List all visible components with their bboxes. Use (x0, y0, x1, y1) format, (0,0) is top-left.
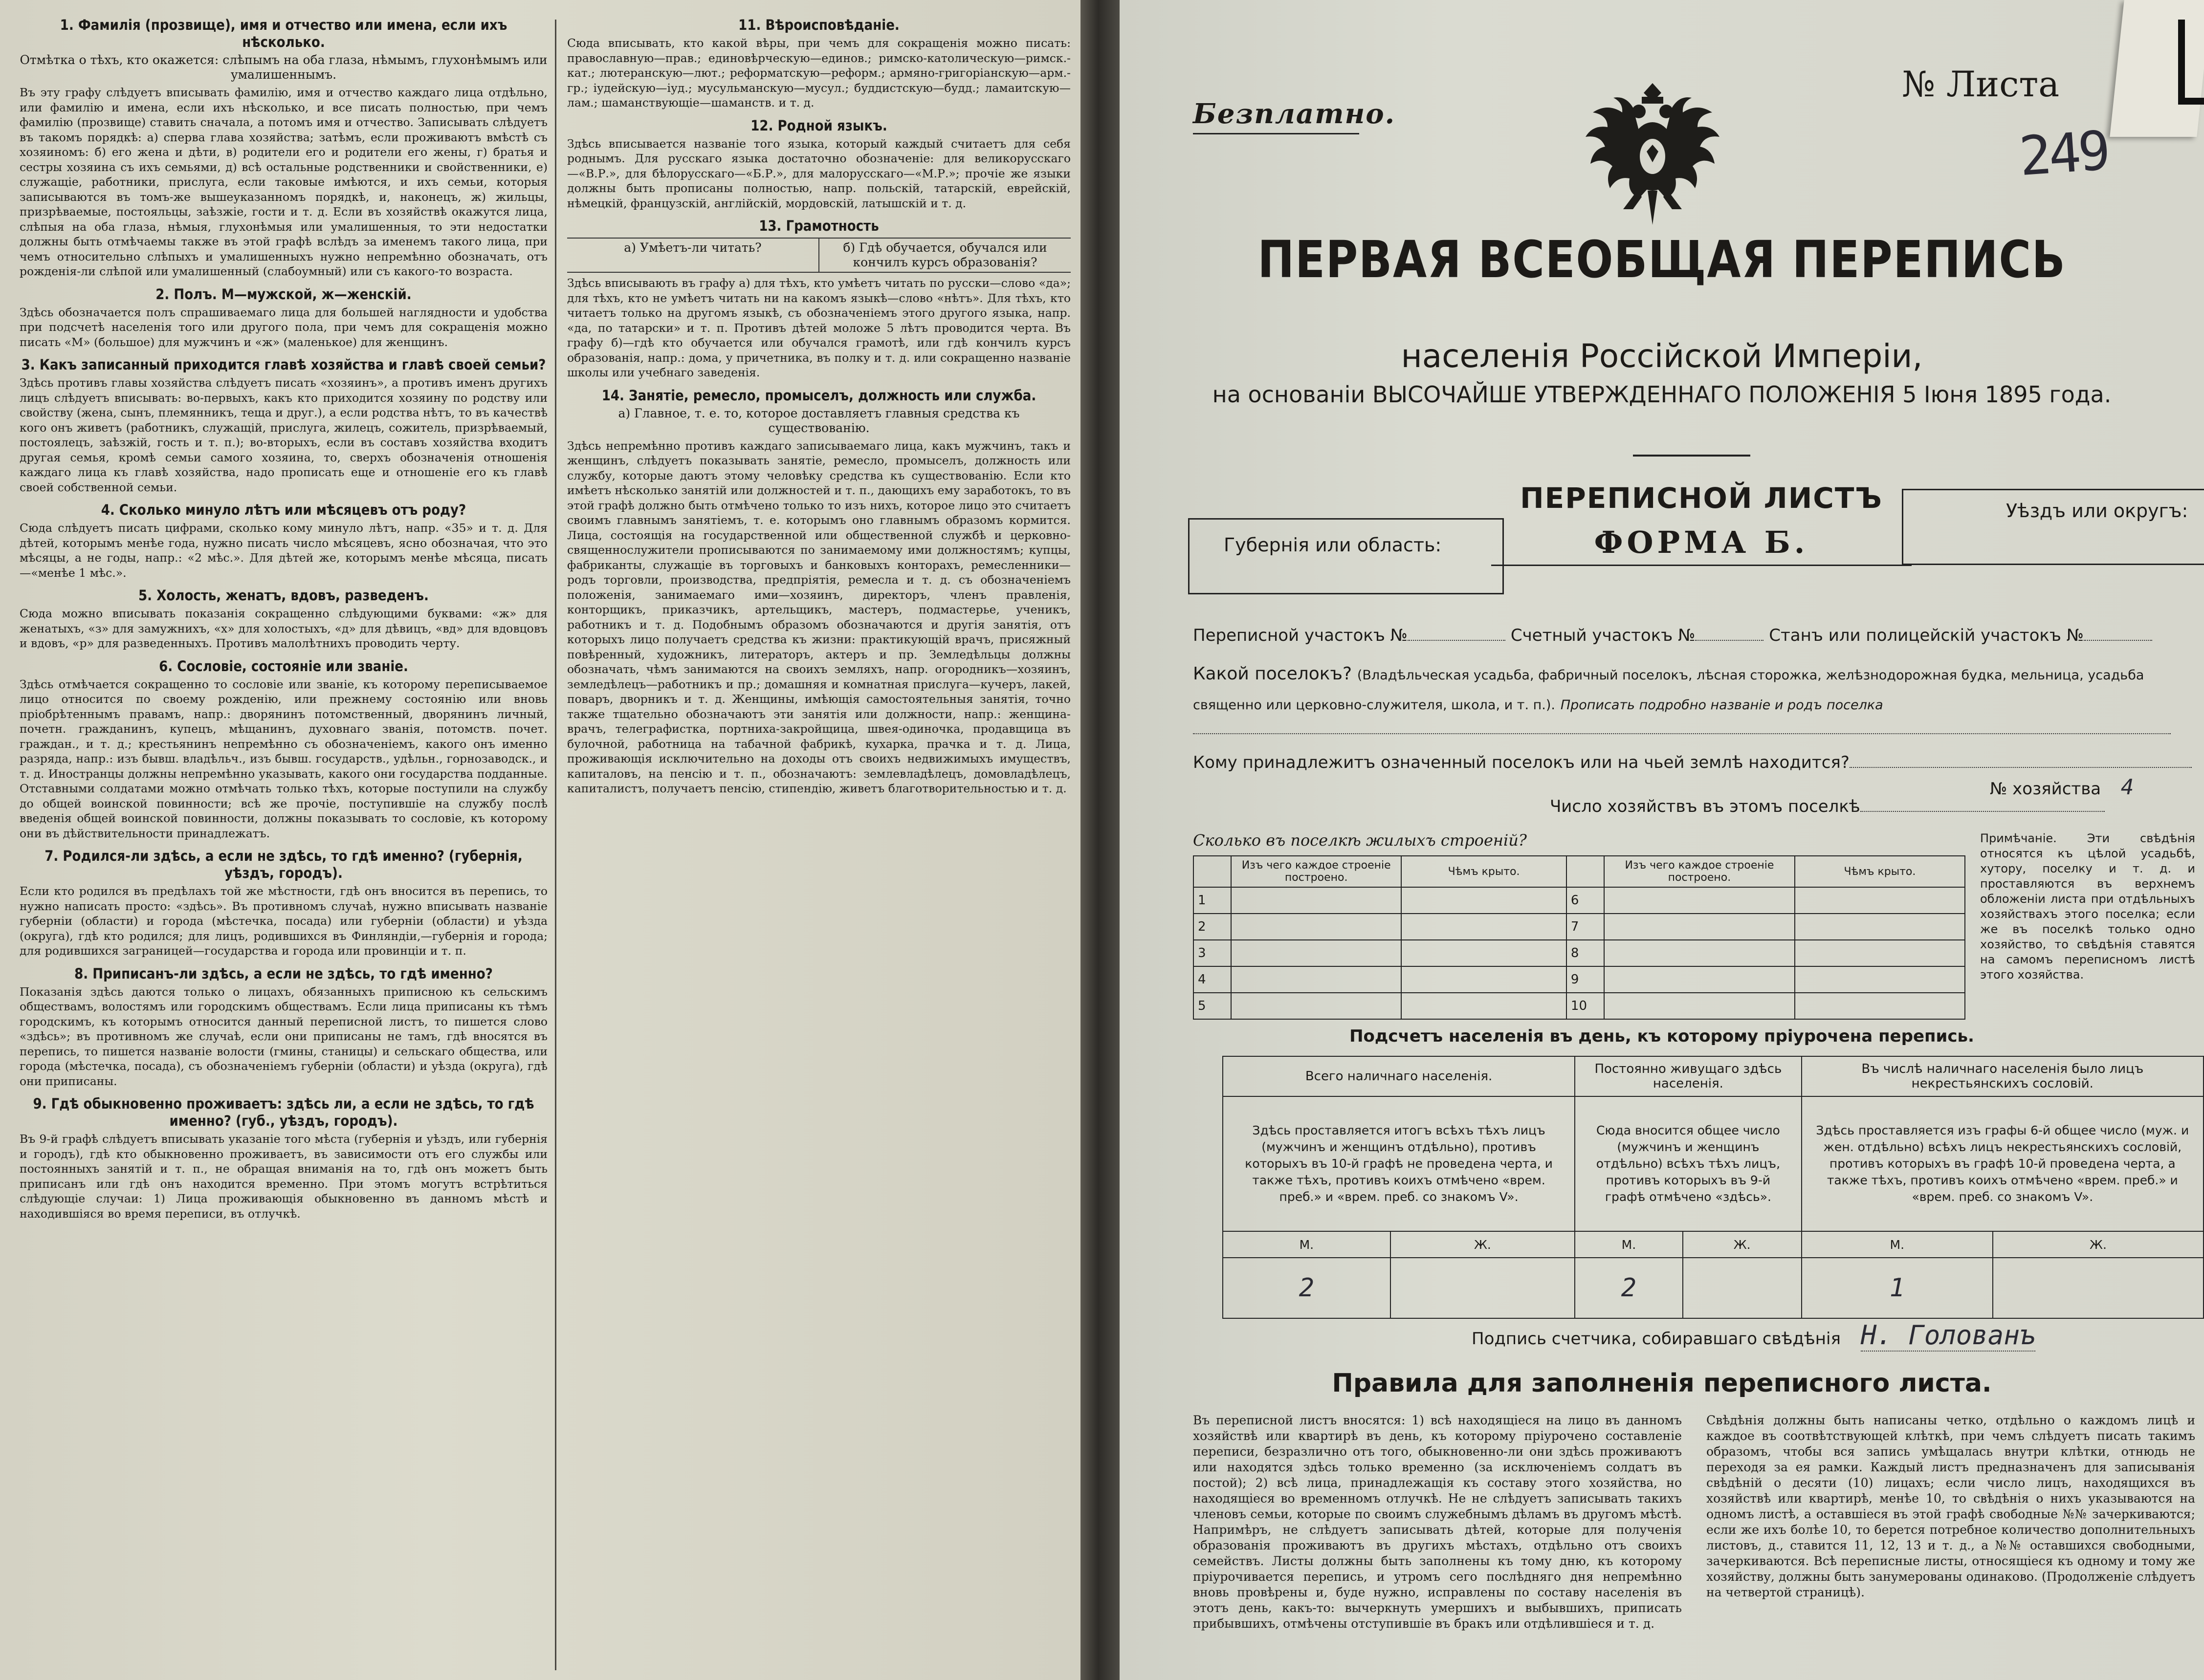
podschet-col-text: Здѣсь проставляется итогъ всѣхъ тѣхъ лицъ (мужчинъ и женщинъ отдѣльно), противъ которыхъ въ 10-й графѣ не проведена черта, и также тѣхъ, противъ коихъ отмѣчено «врем. преб.» и «врем. преб. со знакомъ V». (1223, 1096, 1575, 1231)
female-count[interactable] (1390, 1258, 1575, 1318)
female-count[interactable] (1993, 1258, 2204, 1318)
instruction-subtitle: а) Главное, т. е. то, которое доставляетъ главныя средства къ существованію. (618, 406, 1020, 435)
khozyaistvo-number[interactable] (1990, 775, 2134, 800)
stroe-row-number: 5 (1193, 993, 1231, 1019)
female-label: Ж. (1683, 1231, 1802, 1258)
heading-underline (1491, 565, 1912, 566)
male-label: М. (1223, 1231, 1390, 1258)
instruction-title: 7. Родился-ли здѣсь, а если не здѣсь, то гдѣ именно? (губернія, уѣздъ, городъ). (44, 848, 523, 881)
stroe-cell[interactable] (1401, 887, 1566, 914)
stroe-cell[interactable] (1401, 914, 1566, 940)
literacy-question: б) Гдѣ обучается, обучался или кончилъ курсъ образованія? (818, 239, 1071, 272)
instruction-title: 5. Холость, женатъ, вдовъ, разведенъ. (138, 587, 429, 604)
male-count[interactable]: 1 (1802, 1258, 1993, 1318)
column-divider (555, 20, 556, 1670)
title-divider (1633, 455, 1750, 457)
chislo-khozyaistv-label: Число хозяйствъ въ этомъ поселкѣ (1550, 797, 1860, 816)
stroe-cell[interactable] (1604, 940, 1795, 966)
instruction-body: Сюда вписывать, кто какой вѣры, при чемъ для сокращенія можно писать: православную—прав.; единовѣрческую—единов.; римско-католическую—римск.-кат.; лютеранскую—лют.; реформатскую—реформ.; армяно-григоріанскую—арм.-гр.; іудейскую—іуд.; мусульманскую—мусул.; буддистскую—будд.; ламаитскую—лам.; шаманствующіе—шаманств. и т. д. (567, 36, 1071, 109)
instruction-title: 2. Полъ. М—мужской, ж—женскій. (155, 285, 412, 303)
uezd-label: Уѣздъ или округъ: (2006, 500, 2188, 522)
literacy-question: а) Умѣетъ-ли читать? (624, 240, 762, 255)
stroe-cell[interactable] (1401, 993, 1566, 1019)
sheet-number-handwritten: 249 (2017, 119, 2110, 188)
male-count[interactable]: 2 (1223, 1258, 1390, 1318)
instruction-body: Здѣсь противъ главы хозяйства слѣдуетъ писать «хозяинъ», а противъ именъ другихъ лицъ слѣдуетъ вписывать: во-первыхъ, какъ кто приходится хозяину по родству или свойству (жена, сынъ, племянникъ, теща и друг.), а если родства нѣтъ, то въ качествѣ кого онъ живетъ (работникъ, служащій, прислуга, жилецъ, сожитель, призрѣваемый, постоялецъ, заѣзжій, гость и т. п.); во-вторыхъ, если въ составъ хозяйства входитъ другая семья, кромѣ семьи самого хозяина, то, сверхъ обозначенія отношенія каждаго лица къ главѣ хозяйства, надо прописать еще и отношеніе его къ главѣ своей собственной семьи. (20, 376, 548, 494)
form-heading-title: ПЕРЕПИСНОЙ ЛИСТЪ (1520, 481, 1883, 515)
left-page-instructions (0, 0, 1080, 1680)
stroe-row-number: 2 (1193, 914, 1231, 940)
komu-line[interactable] (1193, 753, 2192, 772)
stroeniya-table (1193, 855, 1965, 1020)
male-label: М. (1575, 1231, 1683, 1258)
instruction-section-12 (567, 117, 1071, 211)
chislo-khozyaistv-line[interactable] (1550, 797, 2105, 816)
khozyaistvo-value: 4 (2120, 775, 2134, 800)
uezd-field[interactable] (1902, 489, 2204, 565)
instruction-section-6 (20, 658, 548, 841)
stroe-row (1193, 940, 1965, 966)
podschet-col-head: Въ числѣ наличнаго населенія было лицъ некрестьянскихъ сословій. (1802, 1056, 2204, 1096)
khozyaistvo-label: № хозяйства (1990, 779, 2101, 799)
komu-question: Кому принадлежитъ означенный поселокъ или на чьей землѣ находится? (1193, 753, 1850, 772)
instruction-title: 3. Какъ записанный приходится главѣ хозяйства и главѣ своей семьи? (21, 356, 546, 373)
stroe-cell[interactable] (1231, 966, 1401, 993)
instruction-section-3 (20, 356, 548, 495)
instruction-body: Показанія здѣсь даются только о лицахъ, обязанныхъ приписною къ сельскимъ обществамъ, волостямъ или городскимъ обществамъ. Если лица приписаны къ тѣмъ городскимъ, къ которымъ относится данный переписной листъ, то пишется слово «здѣсь»; въ противномъ же случаѣ, если они приписаны не тамъ, гдѣ вносятся въ перепись, то пишется названіе волости (гмины, станицы) и сельскаго общества, или города (мѣстечка, посада), съ обозначеніемъ губерніи (области) и уѣзда (округа), гдѣ они приписаны. (20, 984, 548, 1088)
corner-bracket-mark (2178, 20, 2204, 105)
stamp-underline (1193, 133, 1359, 134)
stroe-cell[interactable] (1795, 966, 1965, 993)
stroe-row-number: 7 (1566, 914, 1604, 940)
instruction-body: Сюда можно вписывать показанія сокращенно слѣдующими буквами: «ж» для женатыхъ, «з» для замужнихъ, «х» для холостыхъ, «д» для дѣвицъ, «вд» для вдовцовъ и вдовъ, «р» для разведенныхъ. Противъ малолѣтнихъ проводить черту. (20, 607, 548, 650)
stroe-row-number: 9 (1566, 966, 1604, 993)
poselok-question: Какой поселокъ? (1193, 664, 1352, 684)
instruction-section-7 (20, 848, 548, 959)
instruction-section-4 (20, 502, 548, 580)
instruction-title: 14. Занятіе, ремесло, промыселъ, должность или служба. (601, 387, 1036, 404)
instruction-section-11 (567, 17, 1071, 110)
instruction-section-5 (20, 587, 548, 651)
podschet-col-text: Сюда вносится общее число (мужчинъ и женщинъ отдѣльно) всѣхъ тѣхъ лицъ, противъ которыхъ въ 9-й графѣ отмѣчено «здѣсь». (1575, 1096, 1801, 1231)
stroe-row (1193, 966, 1965, 993)
guberniya-label: Губернія или область: (1224, 534, 1442, 556)
stroe-row-number: 10 (1566, 993, 1604, 1019)
instruction-title: 11. Вѣроисповѣданіе. (738, 17, 900, 33)
perepis-uchastok-line[interactable] (1193, 626, 2152, 645)
stroe-col-roof-2: Чѣмъ крыто. (1795, 856, 1965, 887)
instruction-section-9 (20, 1095, 548, 1221)
stroe-cell[interactable] (1795, 993, 1965, 1019)
stroe-col-roof: Чѣмъ крыто. (1401, 856, 1566, 887)
instruction-body: Здѣсь обозначается полъ спрашиваемаго лица для большей наглядности и удобства при подсчетѣ населенія того или другого пола, при чемъ для сокращенія можно писать «М» (большое) для мужчинъ и «ж» (маленькое) для женщинъ. (20, 305, 548, 349)
free-stamp: Безплатно. (1193, 98, 1396, 130)
podschet-col-head: Постоянно живущаго здѣсь населенія. (1575, 1056, 1801, 1096)
instruction-section-1 (20, 17, 548, 279)
form-heading (1491, 481, 1912, 560)
stroe-row-number: 4 (1193, 966, 1231, 993)
stroe-row (1193, 887, 1965, 914)
stroe-cell[interactable] (1795, 940, 1965, 966)
perepis-uchastok-label: Переписной участокъ № (1193, 626, 1408, 645)
instruction-body: Сюда слѣдуетъ писать цифрами, сколько кому минуло лѣтъ, напр. «35» и т. д. Для дѣтей, которымъ менѣе года, нужно писать число мѣсяцевъ, ясно обозначая, что это мѣсяцы, а не годы, напр.: «2 мѣс.». Для дѣтей же, которымъ менѣе мѣсяца, писать—«менѣе 1 мѣс.». (20, 521, 548, 580)
stroe-cell[interactable] (1604, 966, 1795, 993)
stroe-cell[interactable] (1401, 966, 1566, 993)
sheet-number-label: № Листа (1902, 64, 2060, 105)
census-decree-line: на основаніи ВЫСОЧАЙШЕ УТВЕРЖДЕННАГО ПОЛОЖЕНІЯ 5 Іюня 1895 года. (1212, 381, 2112, 408)
stroe-row (1193, 914, 1965, 940)
stroe-cell[interactable] (1604, 993, 1795, 1019)
instruction-title: 9. Гдѣ обыкновенно проживаетъ: здѣсь ли, а если не здѣсь, то гдѣ именно? (губ., уѣздъ, городъ). (33, 1095, 534, 1129)
rules-column-right: Свѣдѣнія должны быть написаны четко, отдѣльно о каждомъ лицѣ и каждое въ соотвѣтствующей клѣткѣ, при чемъ слѣдуетъ писать такимъ образомъ, чтобы вся запись умѣщалась внутри клѣтки, отнюдь не переходя за ея рамки. Каждый листъ предназначенъ для записыванія свѣдѣній о десяти (10) лицахъ; если число лицъ, находящихся въ хозяйствѣ или квартирѣ, менѣе 10, то свѣдѣнія о нихъ указываются на одномъ листѣ, а оставшіеся въ этой графѣ свободные №№ зачеркиваются; если же ихъ болѣе 10, то берется потребное количество дополнительныхъ листовъ, д., ставится 11, 12, 13 и т. д., а №№ оставшихся свободными, зачеркиваются. Всѣ переписные листы, относящіеся къ одному и тому же хозяйству, должны быть занумерованы одинаково. (Продолженіе слѣдуетъ на четвертой страницѣ). (1706, 1413, 2195, 1599)
instruction-body: Здѣсь вписывають въ графу а) для тѣхъ, кто умѣетъ читать по русски—слово «да»; для тѣхъ, кто не умѣетъ читать ни на какомъ языкѣ—слово «нѣтъ». Для тѣхъ, кто читаетъ только на другомъ языкѣ, съ обозначеніемъ этого другого языка, напр. «да, по татарски» и т. п. Противъ дѣтей моложе 5 лѣтъ проводится черта. Въ графу б)—гдѣ кто обучается или обучался грамотѣ, или гдѣ кончилъ курсъ образованія, напр.: дома, у причетника, въ полку и т. д. или сокращенно названіе школы или учебнаго заведенія. (567, 276, 1071, 379)
stroe-row-number: 6 (1566, 887, 1604, 914)
signature-label: Подпись счетчика, собиравшаго свѣдѣнія (1472, 1329, 1841, 1349)
instruction-title: 4. Сколько минуло лѣтъ или мѣсяцевъ отъ роду? (101, 502, 466, 518)
instruction-body: Въ 9-й графѣ слѣдуетъ вписывать указаніе того мѣста (губернія и уѣздъ, или губернія и городъ), гдѣ кто обыкновенно проживаетъ, въ зависимости отъ его службы или постоянныхъ занятій и т. п., не обращая вниманія на то, гдѣ онъ можетъ быть приписанъ или гдѣ онъ находится временно. При этомъ могутъ встрѣтиться слѣдующіе случаи: 1) Лица проживающія обыкновенно въ данномъ мѣстѣ и находившіяся во время переписи, въ отлучкѣ. (20, 1132, 548, 1221)
poselok-hint: (Владѣльческая усадьба, фабричный поселокъ, лѣсная сторожка, желѣзнодорожная будка, мельница, усадьба священно или церковно-служителя, школа, и т. п.). (1193, 668, 2144, 713)
instructions-column-right (567, 15, 1071, 1670)
instruction-title: 6. Сословіе, состояніе или званіе. (159, 657, 408, 675)
stroe-cell[interactable] (1604, 887, 1795, 914)
podschet-table (1222, 1056, 2204, 1319)
primechanie-note: Примѣчаніе. Эти свѣдѣнія относятся къ цѣлой усадьбѣ, хутору, поселку и т. д. и проставляются въ верхнемъ обложеніи листа при отдѣльныхъ хозяйствахъ этого поселка; если же въ поселкѣ только одно хозяйство, то свѣдѣнія ставятся на самомъ переписномъ листѣ этого хозяйства. (1980, 831, 2195, 982)
instruction-body: Здѣсь вписывается названіе того языка, который каждый считаетъ для себя роднымъ. Для русскаго языка достаточно обозначеніе: для великорусскаго—«В.Р.», для бѣлорусскаго—«Б.Р.», для малорусскаго—«М.Р.»; прочіе же языки должны быть прописаны полностью, напр. польскій, татарскій, еврейскій, нѣмецкій, французскій, англійскій, мордовскій, латышскій и т. д. (567, 136, 1071, 210)
instruction-body: Если кто родился въ предѣлахъ той же мѣстности, гдѣ онъ вносится въ перепись, то нужно написать просто: «здѣсь». Въ противномъ случаѣ, нужно вписывать названіе губерніи (области) и города (мѣстечка, посада) или губерніи (области) и уѣзда (округа), гдѣ кто родился; для лицъ, родившихся въ Финляндіи,—губернія и города; для родившихся заграницей—государства и города или провинціи и т. п. (20, 884, 548, 958)
imperial-eagle-icon (1579, 73, 1726, 249)
stroeniya-question: Сколько въ поселкѣ жилыхъ строеній? (1193, 831, 1527, 850)
female-count[interactable] (1683, 1258, 1802, 1318)
counter-signature: Н. Голованъ (1860, 1320, 2036, 1351)
census-title: ПЕРВАЯ ВСЕОБЩАЯ ПЕРЕПИСЬ (1257, 230, 2066, 289)
instruction-subtitle: Отмѣтка о тѣхъ, кто окажется: слѣпымъ на оба глаза, нѣмымъ, глухонѣмымъ или умалишеннымъ. (20, 53, 548, 82)
instruction-section-2 (20, 286, 548, 350)
instruction-section-13 (567, 218, 1071, 380)
stroe-cell[interactable] (1231, 993, 1401, 1019)
poselok-hint-italic: Прописать подробно названіе и родъ поселка (1560, 698, 1883, 713)
poselok-answer-line[interactable] (1193, 733, 2171, 734)
census-subtitle: населенія Россійской Имперіи, (1401, 337, 1923, 375)
stroe-cell[interactable] (1401, 940, 1566, 966)
stroe-cell[interactable] (1795, 887, 1965, 914)
guberniya-field[interactable] (1188, 518, 1504, 594)
instruction-body: Здѣсь непремѣнно противъ каждаго записываемаго лица, какъ мужчинъ, такъ и женщинъ, слѣдуетъ показывать занятіе, ремесло, промыселъ, должность или службу, которые даютъ этому человѣку средства къ существованію. Если кто имѣетъ нѣсколько занятій или должностей и т. п., дающихъ ему заработокъ, то въ этой графѣ должно быть отмѣчено только то изъ нихъ, которое лицо это считаетъ своимъ главнымъ занятіемъ, т. е. которымъ оно главнымъ образомъ кормится. Лица, состоящія на государственной или общественной службѣ и церковно-священнослужители прописываются по занимаемому ими должностямъ; купцы, фабриканты, служащіе въ торговыхъ и банковыхъ конторахъ, ремесленники—родъ торговли, производства, предпріятія, ремесла и т. д. съ обозначеніемъ положенія, занимаемаго ими—хозяинъ, директоръ, членъ правленія, конторщикъ, приказчикъ, артельщикъ, мастеръ, подмастерье, ученикъ, работникъ и т. д. Подобнымъ образомъ обозначаются и другія занятія, отъ которыхъ лицо получаетъ средства къ жизни: практикующій врачъ, присяжный повѣренный, художникъ, литераторъ, актеръ и пр. Земледѣльцы должны обозначать, чѣмъ занимаются на своихъ земляхъ, напр. огородникъ—хозяинъ, земледѣлецъ—работникъ и пр.; домашняя и комнатная прислуга—кучеръ, лакей, поваръ, дворникъ и т. д. Женщины, имѣющія самостоятельныя занятія, точно также тщательно обозначаютъ эти занятія или должности, напр.: женщина-врачъ, телеграфистка, портниха-закройщица, швея-одиночка, продавщица въ булочной, работница на табачной фабрикѣ, кухарка, прачка и т. д. Лица, проживающія исключительно на доходы отъ своихъ недвижимыхъ имуществъ, капиталовъ, на пенсію и т. п., обозначаютъ: землевладѣлецъ, домовладѣлецъ, капиталистъ, получаетъ пенсію, стипендію, живетъ благотворительностью и т. д. (567, 438, 1071, 795)
book-gutter (1080, 0, 1120, 1680)
stroe-cell[interactable] (1231, 887, 1401, 914)
signature-line[interactable] (1472, 1320, 2035, 1351)
instruction-section-14 (567, 387, 1071, 796)
stroe-row-number: 1 (1193, 887, 1231, 914)
literacy-question-box (567, 238, 1071, 273)
census-form-page (1120, 0, 2204, 1680)
instruction-title: 12. Родной языкъ. (750, 117, 887, 134)
instruction-body: Въ эту графу слѣдуетъ вписывать фамилію, имя и отчество каждаго лица отдѣльно, или фамилію и имена, если ихъ нѣсколько, и все писать полностью, при чемъ фамилію (прозвище) ставить сначала, а потомъ имя и отчество. Записывать слѣдуетъ въ такомъ порядкѣ: а) сперва глава хозяйства; затѣмъ, если проживаютъ вмѣстѣ съ хозяиномъ: б) его жена и дѣти, в) родители его и родители его жены, г) братья и сестры хозяина съ ихъ семьями, д) всѣ остальные родственники и свойственники, е) служащіе, работники, прислуга, если таковые имѣются, и ихъ семьи, которыя записываются въ томъ-же вышеуказанномъ порядкѣ, и, наконецъ, ж) жильцы, призрѣваемые, постояльцы, заѣзжіе, гости и т. д. Если въ хозяйствѣ окажутся лица, слѣпыя на оба глаза, нѣмыя, глухонѣмыя или умалишенныя, то эти недостатки должны быть отмѣчаемы также въ этой графѣ вслѣдъ за именемъ такого лица, при чемъ относительно слѣпыхъ и умалишенныхъ нужно непремѣнно обозначать, отъ рожденія-ли слѣпой или умалишенный (слабоумный) или съ какого-то возраста. (20, 86, 548, 278)
instruction-title: 8. Приписанъ-ли здѣсь, а если не здѣсь, то гдѣ именно? (74, 965, 493, 982)
stroe-col-material-2: Изъ чего каждое строеніе построено. (1604, 856, 1795, 887)
male-label: М. (1802, 1231, 1993, 1258)
stroe-row (1193, 993, 1965, 1019)
instruction-title: 13. Грамотность (759, 218, 879, 234)
podschet-title: Подсчетъ населенія въ день, къ которому пріурочена перепись. (1349, 1026, 1974, 1046)
instructions-column-left (20, 15, 548, 1670)
stroe-col-material: Изъ чего каждое строеніе построено. (1231, 856, 1401, 887)
podschet-col-head: Всего наличнаго населенія. (1223, 1056, 1575, 1096)
instruction-section-8 (20, 965, 548, 1089)
stroe-row-number: 3 (1193, 940, 1231, 966)
stroe-cell[interactable] (1231, 940, 1401, 966)
schetny-uchastok-label: Счетный участокъ № (1510, 626, 1696, 645)
rules-title: Правила для заполненія переписного листа. (1332, 1369, 1992, 1398)
rules-column-left: Въ переписной листъ вносятся: 1) всѣ находящіеся на лицо въ данномъ хозяйствѣ или квартирѣ въ день, къ которому пріурочено составленіе переписи, безразлично отъ того, обыкновенно-ли они здѣсь проживаютъ или находятся здѣсь только временно (за исключеніемъ солдатъ въ постой); 2) всѣ лица, принадлежащія къ составу этого хозяйства, но находящіеся во временномъ отлучкѣ. Не не слѣдуетъ записывать такихъ членовъ семьи, которые по своимъ служебнымъ дѣламъ въ другомъ мѣстѣ. Напримѣръ, не слѣдуетъ записывать дѣтей, которые для полученія образованія проживаютъ въ другихъ мѣстахъ, отдѣльно отъ своихъ семействъ. Листы должны быть заполнены къ тому дню, къ которому пріурочивается перепись, и утромъ сего послѣдняго дня непремѣнно вновь провѣрены и, буде нужно, исправлены по составу населенія въ этотъ день, какъ-то: вычеркнуть умершихъ и выбывшихъ, приписать прибывшихъ, отмѣчены отступившіе въ бракъ или отдѣлившіеся и т. д. (1193, 1413, 1682, 1631)
poselok-line[interactable] (1193, 660, 2171, 720)
male-count[interactable]: 2 (1575, 1258, 1683, 1318)
stroe-row-number: 8 (1566, 940, 1604, 966)
female-label: Ж. (1390, 1231, 1575, 1258)
female-label: Ж. (1993, 1231, 2204, 1258)
stroe-cell[interactable] (1795, 914, 1965, 940)
instruction-title: 1. Фамилія (прозвище), имя и отчество или имена, если ихъ нѣсколько. (60, 17, 507, 50)
form-heading-type: ФОРМА Б. (1594, 524, 1809, 560)
instruction-body: Здѣсь отмѣчается сокращенно то сословіе или званіе, къ которому переписываемое лицо относится по своему рожденію, или прежнему состоянію или вновь пріобрѣтеннымъ правамъ, напр.: дворянинъ потомственный, дворянинъ личный, почетн. гражданинъ, купецъ, мѣщанинъ, духовнаго званія, потомств. почет. граждан., и т. д.; крестьянинъ непремѣнно съ обозначеніемъ, какого онъ именно разряда, напр.: изъ бывш. владѣльч., изъ бывш. государств., удѣльн., горнозаводск., и т. д. Иностранцы должны непремѣнно указывать, какого они государства подданные. Отставными солдатами можно отмѣчать только тѣхъ, которые поступили на службу до общей воинской повинности; всѣ же прочіе, поступившіе на службу послѣ введенія общей воинской повинности, должны показывать то сословіе, къ которому они въ дѣйствительности принадлежатъ. (20, 677, 548, 840)
stan-label: Станъ или полицейскій участокъ № (1769, 626, 2084, 645)
stroe-cell[interactable] (1604, 914, 1795, 940)
podschet-col-text: Здѣсь проставляется изъ графы 6-й общее число (муж. и жен. отдѣльно) всѣхъ лицъ некрестьянскихъ сословій, противъ которыхъ въ графѣ 10-й проведена черта, а также тѣхъ, противъ коихъ отмѣчено «врем. преб.» и «врем. преб. со знакомъ V». (1802, 1096, 2204, 1231)
stroe-cell[interactable] (1231, 914, 1401, 940)
